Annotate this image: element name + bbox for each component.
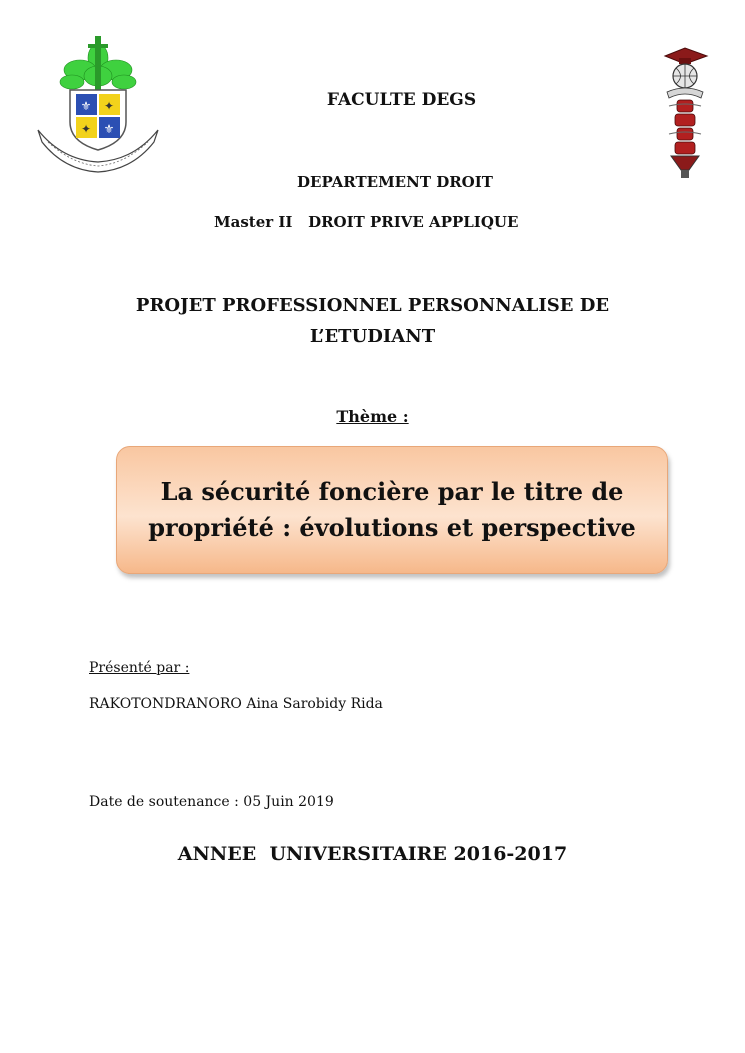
presenter-label: Présenté par :	[89, 660, 190, 676]
academic-year: ANNEE UNIVERSITAIRE 2016-2017	[177, 843, 568, 865]
theme-label: Thème :	[336, 407, 409, 426]
document-title-line-1: PROJET PROFESSIONNEL PERSONNALISE DE	[135, 295, 610, 316]
defense-date: Date de soutenance : 05 Juin 2019	[89, 794, 334, 810]
author-name: RAKOTONDRANORO Aina Sarobidy Rida	[89, 696, 383, 712]
theme-title	[132, 474, 652, 546]
department-name: DEPARTEMENT DROIT	[297, 173, 493, 191]
faculty-emblem-icon	[655, 46, 715, 180]
document-title-line-2: L’ETUDIANT	[309, 326, 436, 347]
master-program: Master II DROIT PRIVE APPLIQUE	[214, 213, 519, 231]
svg-text:⚜: ⚜	[103, 122, 115, 136]
theme-title-line-1: La sécurité foncière par le titre de	[160, 477, 624, 506]
theme-box	[116, 446, 668, 574]
document-title	[0, 290, 745, 352]
faculty-name: FACULTE DEGS	[326, 90, 477, 110]
svg-text:⚜: ⚜	[80, 99, 92, 113]
theme-title-line-2: propriété : évolutions et perspective	[148, 513, 636, 542]
svg-text:✦: ✦	[103, 99, 115, 113]
svg-text:✦: ✦	[80, 122, 92, 136]
